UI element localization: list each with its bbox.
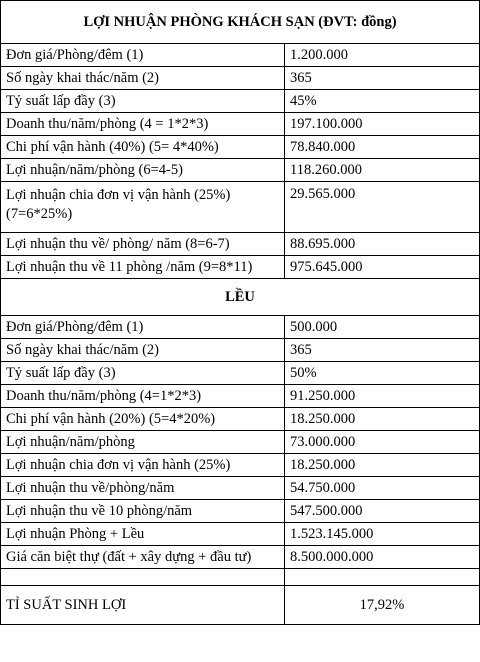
row-label: Doanh thu/năm/phòng (4=1*2*3)	[1, 385, 285, 408]
row-value: 975.645.000	[285, 256, 480, 279]
total-label: TỈ SUẤT SINH LỢI	[1, 586, 285, 625]
table-row	[1, 256, 480, 279]
row-value: 365	[285, 339, 480, 362]
table-row	[1, 67, 480, 90]
table-row	[1, 477, 480, 500]
row-value: 118.260.000	[285, 159, 480, 182]
table-row	[1, 90, 480, 113]
table-row	[1, 233, 480, 256]
table-row	[1, 408, 480, 431]
table-row	[1, 182, 480, 233]
row-label: Lợi nhuận thu về/phòng/năm	[1, 477, 285, 500]
row-value: 29.565.000	[285, 182, 480, 233]
table-row	[1, 431, 480, 454]
row-label: Số ngày khai thác/năm (2)	[1, 67, 285, 90]
row-label: Số ngày khai thác/năm (2)	[1, 339, 285, 362]
table-title-row	[1, 1, 480, 44]
table-row	[1, 523, 480, 546]
row-value: 547.500.000	[285, 500, 480, 523]
table-row	[1, 136, 480, 159]
row-value: 78.840.000	[285, 136, 480, 159]
row-label: Lợi nhuận Phòng + Lều	[1, 523, 285, 546]
row-label: Giá căn biệt thự (đất + xây dựng + đầu tư)	[1, 546, 285, 569]
table-row	[1, 44, 480, 67]
row-value: 500.000	[285, 316, 480, 339]
row-value: 1.523.145.000	[285, 523, 480, 546]
row-value: 1.200.000	[285, 44, 480, 67]
row-label: Lợi nhuận chia đơn vị vận hành (25%)	[1, 454, 285, 477]
row-label: Lợi nhuận thu về 10 phòng/năm	[1, 500, 285, 523]
table-row	[1, 339, 480, 362]
row-value: 197.100.000	[285, 113, 480, 136]
row-value: 18.250.000	[285, 454, 480, 477]
row-label: Đơn giá/Phòng/đêm (1)	[1, 316, 285, 339]
row-label: Lợi nhuận chia đơn vị vận hành (25%) (7=6*25%)	[1, 182, 285, 233]
total-row	[1, 586, 480, 625]
row-label: Chi phí vận hành (40%) (5= 4*40%)	[1, 136, 285, 159]
row-value: 8.500.000.000	[285, 546, 480, 569]
total-value: 17,92%	[285, 586, 480, 625]
table-row	[1, 362, 480, 385]
spacer-cell	[1, 569, 285, 586]
row-label: Lợi nhuận/năm/phòng (6=4-5)	[1, 159, 285, 182]
row-value: 50%	[285, 362, 480, 385]
row-label: Lợi nhuận thu về/ phòng/ năm (8=6-7)	[1, 233, 285, 256]
row-value: 73.000.000	[285, 431, 480, 454]
section-header-tent: LỀU	[1, 279, 480, 316]
table-row	[1, 385, 480, 408]
row-label: Doanh thu/năm/phòng (4 = 1*2*3)	[1, 113, 285, 136]
spacer-row	[1, 569, 480, 586]
row-value: 88.695.000	[285, 233, 480, 256]
spacer-cell	[285, 569, 480, 586]
table-row	[1, 113, 480, 136]
row-label: Chi phí vận hành (20%) (5=4*20%)	[1, 408, 285, 431]
table-row	[1, 546, 480, 569]
row-label: Tỷ suất lấp đầy (3)	[1, 362, 285, 385]
row-label: Lợi nhuận/năm/phòng	[1, 431, 285, 454]
row-value: 54.750.000	[285, 477, 480, 500]
row-label: Đơn giá/Phòng/đêm (1)	[1, 44, 285, 67]
table-row	[1, 500, 480, 523]
table-row	[1, 159, 480, 182]
row-label: Lợi nhuận thu về 11 phòng /năm (9=8*11)	[1, 256, 285, 279]
row-value: 18.250.000	[285, 408, 480, 431]
row-value: 365	[285, 67, 480, 90]
table-title: LỢI NHUẬN PHÒNG KHÁCH SẠN (ĐVT: đồng)	[1, 1, 480, 44]
table-row	[1, 316, 480, 339]
row-value: 45%	[285, 90, 480, 113]
row-label: Tỷ suất lấp đầy (3)	[1, 90, 285, 113]
row-value: 91.250.000	[285, 385, 480, 408]
section-header-row	[1, 279, 480, 316]
table-row	[1, 454, 480, 477]
